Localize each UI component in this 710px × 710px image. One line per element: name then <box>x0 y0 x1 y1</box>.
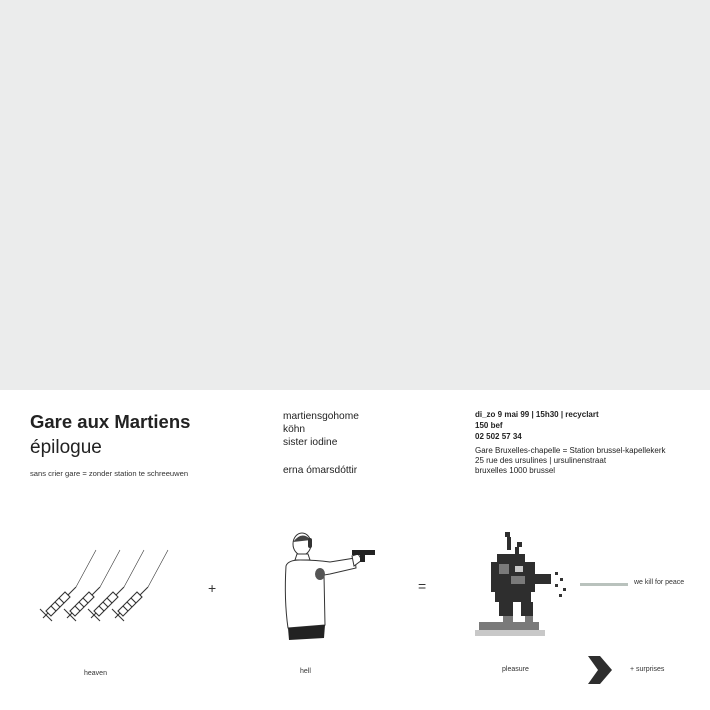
caption-heaven: heaven <box>84 670 107 677</box>
event-address: 25 rue des ursulines | ursulinenstraat <box>475 456 607 465</box>
arrow-chevron-icon <box>588 656 612 684</box>
event-venue: Gare Bruxelles-chapelle = Station brussel-kapellekerk <box>475 446 666 455</box>
flyer-title: Gare aux Martiens <box>30 411 191 432</box>
slogan-text: we kill for peace <box>634 579 685 586</box>
artist-line: erna ómarsdóttir <box>283 465 358 476</box>
caption-surprises: + surprises <box>630 666 665 673</box>
plus-sign: + <box>208 580 217 596</box>
event-phone: 02 502 57 34 <box>475 432 522 441</box>
event-date: di_zo 9 mai 99 | 15h30 | recyclart <box>475 410 599 419</box>
syringes-illustration <box>38 545 178 625</box>
artist-line: köhn <box>283 424 306 435</box>
flyer-subtitle: épilogue <box>30 437 102 458</box>
slogan-line <box>580 583 628 586</box>
caption-pleasure: pleasure <box>502 666 529 673</box>
equals-sign: = <box>418 578 427 594</box>
caption-hell: hell <box>300 668 311 675</box>
event-price: 150 bef <box>475 421 503 430</box>
event-city: bruxelles 1000 brussel <box>475 466 556 475</box>
artist-line: martiensgohome <box>283 411 359 422</box>
artist-line: sister iodine <box>283 437 338 448</box>
shooter-illustration <box>280 530 380 645</box>
flyer-tagline: sans crier gare = zonder station te schreeuwen <box>30 469 189 478</box>
pixel-martian-illustration <box>475 530 575 640</box>
